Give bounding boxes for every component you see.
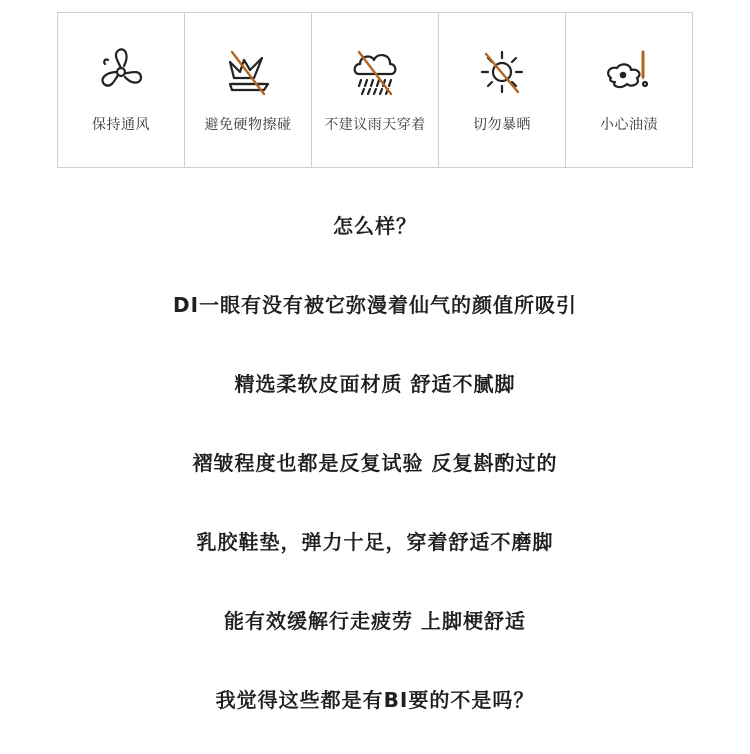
care-item-no-hard-object [185,13,312,167]
care-item-ventilation [58,13,185,167]
copy-line-material: 精选柔软皮面材质 舒适不腻脚 [234,372,516,396]
no-hard-object-icon [220,44,276,100]
copy-line-pleats: 褶皱程度也都是反复试验 反复斟酌过的 [192,451,558,475]
care-label-no-hard-object: 避免硬物擦碰 [204,117,292,133]
copy-line-question: 怎么样？ [333,214,417,238]
care-label-oil-stain: 小心油渍 [600,117,658,133]
care-label-no-rain: 不建议雨天穿着 [324,117,426,133]
no-sun-icon [474,44,530,100]
ventilation-fan-icon [93,44,149,100]
care-item-no-rain [312,13,439,167]
oil-stain-icon [601,44,657,100]
care-label-ventilation: 保持通风 [92,117,150,133]
care-item-oil-stain [566,13,692,167]
copy-line-closing: 我觉得这些都是有BI要的不是吗？ [215,688,535,712]
care-instructions-strip [57,12,693,168]
copy-line-appearance: DI一眼有没有被它弥漫着仙气的颜值所吸引 [172,293,578,317]
copy-line-insole: 乳胶鞋垫，弹力十足，穿着舒适不磨脚 [196,530,554,554]
care-item-no-sun [439,13,566,167]
copy-line-comfort: 能有效缓解行走疲劳 上脚梗舒适 [224,609,526,633]
care-label-no-sun: 切勿暴晒 [473,117,531,133]
no-rain-icon [347,44,403,100]
